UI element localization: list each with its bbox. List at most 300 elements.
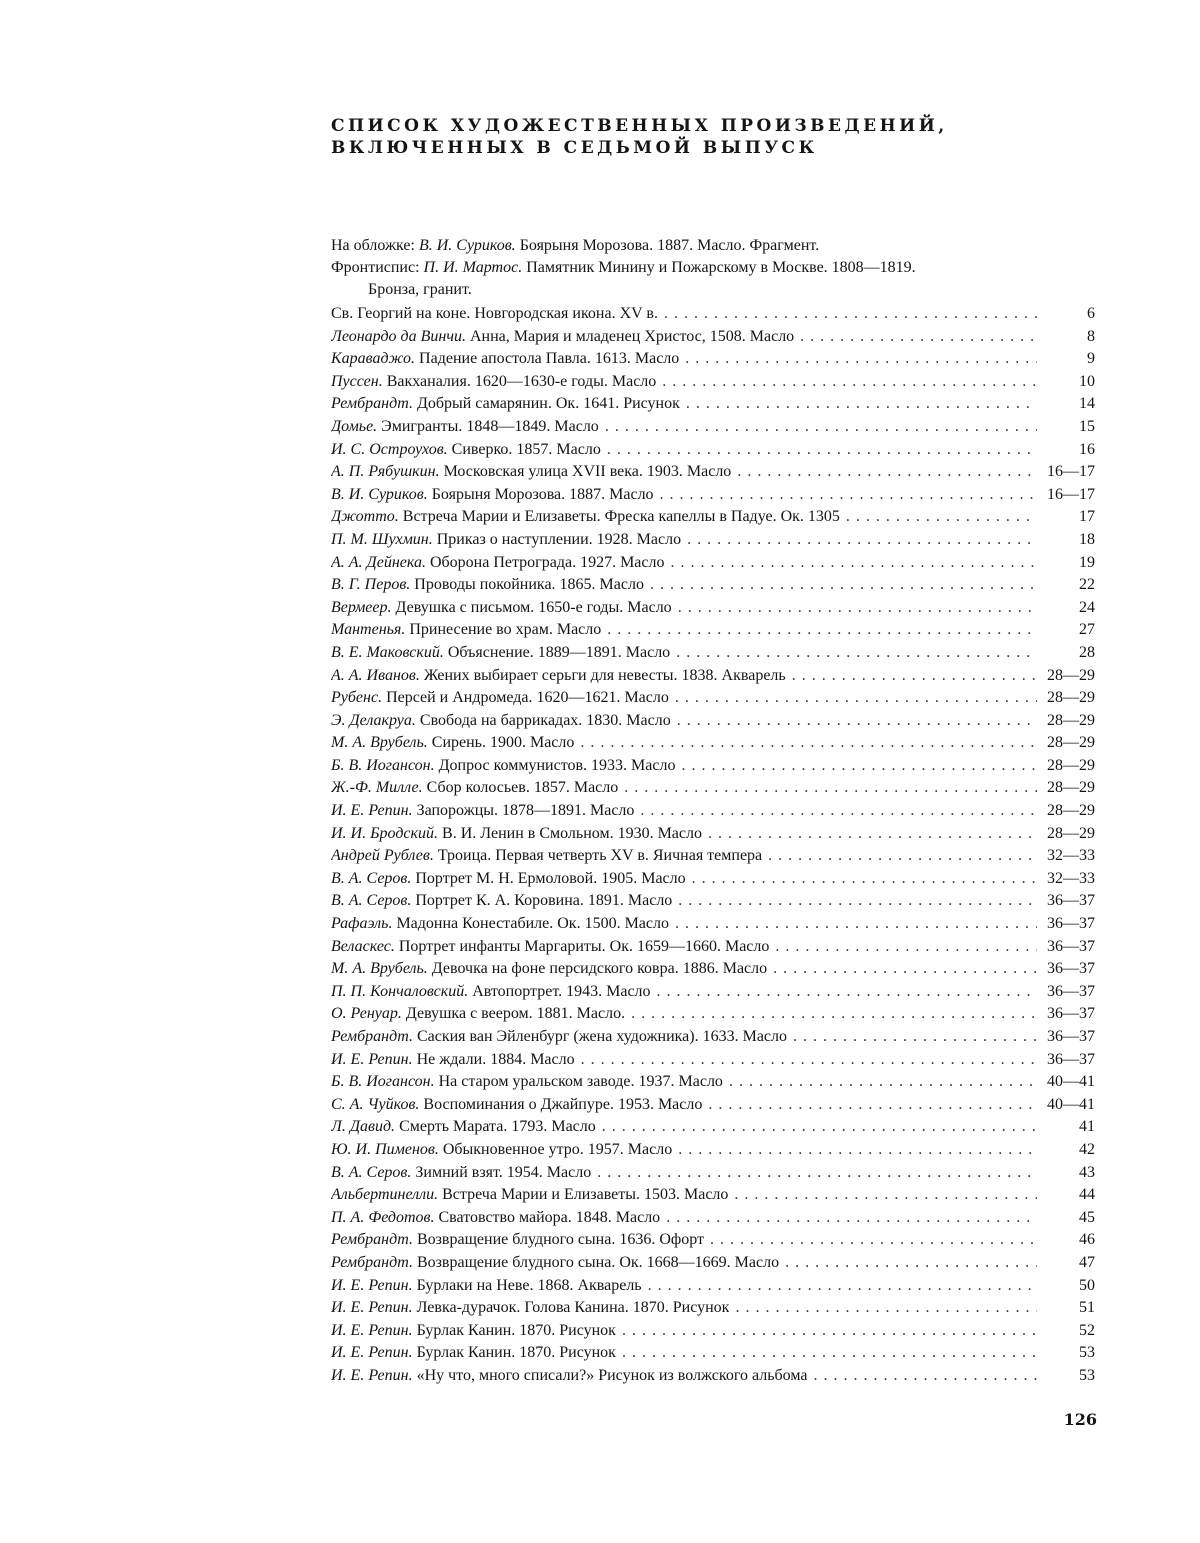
dot-leader [723,1071,1037,1094]
list-item [331,461,1095,484]
page-reference: 16—17 [1047,463,1095,481]
list-item-text [331,868,686,891]
dot-leader [786,665,1037,688]
artist-name: В. Е. Маковский. [331,643,444,661]
list-item [331,1252,1095,1275]
artwork-title: Возвращение блудного сына. 1636. Офорт [416,1231,705,1249]
artwork-title: Свобода на баррикадах. 1830. Масло [419,711,671,729]
list-item [331,1071,1095,1094]
list-item-text [331,393,680,416]
list-item [331,1297,1095,1320]
artist-name: А. П. Рябушкин. [331,463,440,481]
artist-name: И. Е. Репин. [331,1276,413,1294]
artwork-title: Мадонна Конестабиле. Ок. 1500. Масло [396,915,669,933]
frontispiece-line [331,257,1095,279]
dot-leader [625,1003,1037,1026]
list-item-text [331,1342,616,1365]
artist-name: В. А. Серов. [331,869,412,887]
list-item-text [331,1116,596,1139]
list-item-text [331,823,702,846]
page-title-line-1: СПИСОК ХУДОЖЕСТВЕННЫХ ПРОИЗВЕДЕНИЙ, [331,116,948,136]
page-reference: 36—37 [1047,1050,1095,1068]
page-reference: 36—37 [1047,892,1095,910]
list-item [331,552,1095,575]
artist-name: А. А. Дейнека. [331,553,426,571]
dot-leader [634,800,1037,823]
list-item-text [331,1320,616,1343]
artwork-title: Встреча Марии и Елизаветы. Фреска капеллы в Падуе. Ок. 1305 [402,508,840,526]
artwork-title: Анна, Мария и младенец Христос, 1508. Масло [469,327,795,345]
dot-leader [591,1162,1037,1185]
page-reference: 6 [1087,305,1095,322]
dot-leader [601,439,1037,462]
dot-leader [672,1139,1037,1162]
list-item-text [331,936,769,959]
list-item [331,1026,1095,1049]
frontispiece-text: Памятник Минину и Пожарскому в Москве. 1808—1819. [526,259,916,277]
list-item-text [331,665,786,688]
dot-leader [660,1207,1037,1230]
page-reference: 41 [1079,1118,1095,1136]
artwork-title: Сирень. 1900. Масло [431,734,575,752]
list-item [331,642,1095,665]
list-item [331,1049,1095,1072]
artwork-title: Бурлак Канин. 1870. Рисунок [416,1321,616,1339]
artwork-title: Левка-дурачок. Голова Канина. 1870. Рисунок [416,1299,730,1317]
artist-name: М. А. Врубель. [331,734,428,752]
list-item [331,868,1095,891]
page-reference: 44 [1079,1186,1095,1204]
page-reference: 36—37 [1047,960,1095,978]
dot-leader [794,326,1037,349]
list-item [331,439,1095,462]
list-item-text [331,597,672,620]
dot-leader [702,823,1037,846]
list-item [331,371,1095,394]
artist-name: Андрей Рублев. [331,847,434,865]
page-reference: 24 [1079,598,1095,616]
list-item-text [331,416,599,439]
artist-name: И. Е. Репин. [331,1050,413,1068]
page-reference: 18 [1079,530,1095,548]
page-reference: 19 [1079,553,1095,571]
artist-name: Рубенс. [331,689,383,707]
cover-text: Боярыня Морозова. 1887. Масло. Фрагмент. [519,237,820,254]
list-item [331,1365,1095,1388]
dot-leader [840,506,1037,529]
dot-leader [669,913,1037,936]
page-reference: 36—37 [1047,915,1095,933]
dot-leader [679,348,1037,371]
page-reference: 45 [1079,1208,1095,1226]
list-item-text [331,800,634,823]
page-reference: 36—37 [1047,1005,1095,1023]
frontispiece-label: Фронтиспис: [331,259,420,277]
artist-name: Рембрандт. [331,1028,413,1045]
page-reference: 32—33 [1047,869,1095,887]
page-reference: 28—29 [1047,756,1095,774]
list-item [331,1162,1095,1185]
artwork-title: Сиверко. 1857. Масло [451,440,601,458]
dot-leader [728,1184,1037,1207]
artist-name: П. М. Шухмин. [331,530,433,548]
page-reference: 28—29 [1047,734,1095,752]
artwork-title: Эмигранты. 1848—1849. Масло [381,417,599,435]
dot-leader [599,416,1037,439]
artwork-title: «Ну что, много списали?» Рисунок из волжского альбома [416,1366,808,1384]
artwork-title: Возвращение блудного сына. Ок. 1668—1669. Масло [416,1253,780,1271]
list-item-text [331,1275,642,1298]
dot-leader [762,845,1037,868]
artist-name: В. А. Серов. [331,1163,412,1181]
artist-name: С. А. Чуйков. [331,1095,420,1113]
artwork-title: В. И. Ленин в Смольном. 1930. Масло [442,824,702,842]
list-item [331,777,1095,800]
artwork-title: Падение апостола Павла. 1613. Масло [419,350,680,368]
dot-leader [669,687,1037,710]
list-item-text [331,1252,779,1275]
artwork-title: Персей и Андромеда. 1620—1621. Масло [386,689,669,707]
artwork-title: Автопортрет. 1943. Масло [472,982,651,1000]
list-item-text [331,958,767,981]
artwork-title: Допрос коммунистов. 1933. Масло [438,756,676,774]
list-item-text [331,1026,787,1049]
page-reference: 16 [1079,440,1095,458]
page-reference: 17 [1079,508,1095,526]
artwork-title: Запорожцы. 1878—1891. Масло [416,802,635,820]
artwork-title: Зимний взят. 1954. Масло [415,1163,592,1181]
artwork-title: Обыкновенное утро. 1957. Масло [442,1140,673,1158]
page-reference: 32—33 [1047,847,1095,865]
artist-name: И. Е. Репин. [331,1344,413,1362]
dot-leader [656,371,1037,394]
artist-name: М. А. Врубель. [331,960,428,978]
list-item-text [331,439,601,462]
artwork-title: Девушка с веером. 1881. Масло. [405,1005,626,1023]
list-item-text [331,913,669,936]
list-item [331,1184,1095,1207]
artwork-title: Боярыня Морозова. 1887. Масло [431,485,654,503]
page-reference: 28—29 [1047,666,1095,684]
frontispiece-continuation: Бронза, гранит. [368,281,472,299]
artist-name: Пуссен. [331,372,383,390]
list-item [331,710,1095,733]
artist-name: В. И. Суриков. [331,485,428,503]
cover-line [331,235,1095,257]
artist-name: Э. Делакруа. [331,711,416,729]
artwork-title: Девушка с письмом. 1650-е годы. Масло [395,598,672,616]
list-item-text [331,506,840,529]
page-reference: 47 [1079,1253,1095,1271]
list-item-text [331,574,644,597]
list-item-text [331,981,651,1004]
list-item-text [331,1094,702,1117]
dot-leader [654,484,1037,507]
artwork-title: Принесение во храм. Масло [409,621,602,639]
list-item-text [331,484,654,507]
dot-leader [601,619,1037,642]
dot-leader [575,1049,1037,1072]
dot-leader [769,936,1037,959]
list-item [331,665,1095,688]
list-item-text [331,371,656,394]
list-item [331,574,1095,597]
list-item-text [331,890,672,913]
list-item [331,890,1095,913]
dot-leader [779,1252,1037,1275]
artwork-title: Саския ван Эйленбург (жена художника). 1633. Масло [416,1028,787,1045]
artist-name: Рембрандт. [331,1231,413,1249]
list-item [331,303,1095,326]
artist-name: Ж.-Ф. Милле. [331,779,423,797]
list-item [331,597,1095,620]
list-item [331,506,1095,529]
artwork-title: Сватовство майора. 1848. Масло [438,1208,661,1226]
artwork-title: Московская улица XVII века. 1903. Масло [443,463,732,481]
artist-name: И. Е. Репин. [331,802,413,820]
list-item-text [331,1162,591,1185]
dot-leader [670,642,1037,665]
artwork-title: Девочка на фоне персидского ковра. 1886. Масло [431,960,768,978]
page-reference: 28 [1079,643,1095,661]
artist-name: В. А. Серов. [331,892,412,910]
page-reference: 28—29 [1047,711,1095,729]
page-reference: 36—37 [1047,982,1095,1000]
artwork-title: Воспоминания о Джайпуре. 1953. Масло [423,1095,703,1113]
artist-name: Л. Давид. [331,1118,396,1136]
artist-name: И. Е. Репин. [331,1366,413,1384]
artwork-title: Портрет инфанты Маргариты. Ок. 1659—1660. Масло [398,937,770,955]
list-item [331,1139,1095,1162]
artist-name: П. А. Федотов. [331,1208,435,1226]
artwork-list [331,303,1095,1388]
list-item [331,619,1095,642]
artist-name: Альбертинелли. [331,1186,439,1204]
artist-name: П. П. Кончаловский. [331,982,469,1000]
artist-name: О. Ренуар. [331,1005,402,1023]
list-item [331,1003,1095,1026]
page-title-line-2: ВКЛЮЧЕННЫХ В СЕДЬМОЙ ВЫПУСК [331,138,818,158]
list-item-text [331,1139,672,1162]
artist-name: Рембрандт. [331,395,413,413]
page-reference: 22 [1079,576,1095,594]
list-item-text [331,1184,728,1207]
list-item-text [331,1207,660,1230]
dot-leader [686,868,1037,891]
list-item [331,326,1095,349]
page-reference: 8 [1087,327,1095,345]
artwork-title: Бурлак Канин. 1870. Рисунок [416,1344,616,1362]
dot-leader [616,1342,1037,1365]
page-reference: 40—41 [1047,1073,1095,1091]
list-item-text [331,552,664,575]
page-reference: 16—17 [1047,485,1095,503]
artwork-title: Троица. Первая четверть XV в. Яичная темпера [437,847,763,865]
dot-leader [644,574,1037,597]
list-item [331,1320,1095,1343]
dot-leader [651,981,1037,1004]
list-item [331,1207,1095,1230]
artwork-title: Св. Георгий на коне. Новгородская икона. XV в. [331,305,658,322]
dot-leader [616,1320,1037,1343]
list-item-text [331,1229,704,1252]
artist-name: Леонардо да Винчи. [331,327,466,345]
list-item [331,393,1095,416]
artwork-title: Портрет М. Н. Ермоловой. 1905. Масло [415,869,686,887]
page-reference: 50 [1079,1276,1095,1294]
page-reference: 51 [1079,1299,1095,1317]
artist-name: Ю. И. Пименов. [331,1140,439,1158]
artwork-title: Объяснение. 1889—1891. Масло [447,643,671,661]
artwork-title: Проводы покойника. 1865. Масло [414,576,644,594]
list-item-text [331,732,574,755]
list-item [331,823,1095,846]
artwork-title: Смерть Марата. 1793. Масло [399,1118,596,1136]
artist-name: И. Е. Репин. [331,1299,413,1317]
page-reference: 9 [1087,350,1095,368]
list-item-text [331,1297,729,1320]
page-reference: 28—29 [1047,824,1095,842]
dot-leader [664,552,1037,575]
dot-leader [680,393,1037,416]
list-item [331,800,1095,823]
frontispiece-author: П. И. Мартос. [423,259,523,277]
list-item [331,687,1095,710]
list-item-text [331,303,658,326]
list-item [331,732,1095,755]
dot-leader [787,1026,1037,1049]
artwork-title: Не ждали. 1884. Масло [416,1050,575,1068]
list-item-text [331,326,794,349]
cover-label: На обложке: [331,237,415,254]
artwork-title: На старом уральском заводе. 1937. Масло [438,1073,723,1091]
intro-block [331,235,1095,302]
dot-leader [596,1116,1037,1139]
list-item-text [331,461,731,484]
page-reference: 43 [1079,1163,1095,1181]
artist-name: Мантенья. [331,621,406,639]
dot-leader [675,755,1037,778]
page-reference: 28—29 [1047,802,1095,820]
artist-name: Домье. [331,417,378,435]
artist-name: В. Г. Перов. [331,576,411,594]
artist-name: И. С. Остроухов. [331,440,448,458]
list-item-text [331,642,670,665]
page-reference: 36—37 [1047,937,1095,955]
artist-name: Рафаэль. [331,915,393,933]
list-item [331,845,1095,868]
artist-name: Вермеер. [331,598,392,616]
list-item [331,981,1095,1004]
list-item [331,1342,1095,1365]
artwork-title: Жених выбирает серьги для невесты. 1838. Акварель [423,666,786,684]
artist-name: И. И. Бродский. [331,824,439,842]
dot-leader [574,732,1037,755]
dot-leader [618,777,1037,800]
page-reference: 27 [1079,621,1095,639]
artwork-title: Оборона Петрограда. 1927. Масло [429,553,665,571]
dot-leader [672,890,1037,913]
artwork-title: Портрет К. А. Коровина. 1891. Масло [415,892,673,910]
list-item [331,1094,1095,1117]
list-item-text [331,1003,625,1026]
list-item-text [331,1365,807,1388]
list-item-text [331,755,675,778]
list-item-text [331,1071,723,1094]
artist-name: Караваджо. [331,350,416,368]
dot-leader [767,958,1037,981]
page-reference: 40—41 [1047,1095,1095,1113]
dot-leader [681,529,1037,552]
list-item [331,1275,1095,1298]
page-reference: 14 [1079,395,1095,413]
page-reference: 28—29 [1047,779,1095,797]
artwork-title: Сбор колосьев. 1857. Масло [426,779,619,797]
list-item-text [331,687,669,710]
page-reference: 36—37 [1047,1028,1095,1045]
artwork-title: Приказ о наступлении. 1928. Масло [436,530,682,548]
dot-leader [807,1365,1037,1388]
dot-leader [671,710,1037,733]
artist-name: Б. В. Иогансон. [331,1073,435,1091]
page-reference: 15 [1079,417,1095,435]
artist-name: Б. В. Иогансон. [331,756,435,774]
list-item [331,416,1095,439]
dot-leader [731,461,1037,484]
page-reference: 52 [1079,1321,1095,1339]
artwork-title: Вакханалия. 1620—1630-е годы. Масло [386,372,657,390]
page-reference: 53 [1079,1344,1095,1362]
list-item [331,484,1095,507]
list-item-text [331,529,681,552]
dot-leader [702,1094,1037,1117]
list-item [331,529,1095,552]
page-reference: 10 [1079,372,1095,390]
list-item-text [331,845,762,868]
list-item [331,936,1095,959]
artist-name: Рембрандт. [331,1253,413,1271]
list-item-text [331,619,601,642]
artwork-title: Добрый самарянин. Ок. 1641. Рисунок [416,395,680,413]
artist-name: Джотто. [331,508,399,526]
page-reference: 53 [1079,1366,1095,1384]
page-reference: 28—29 [1047,689,1095,707]
dot-leader [672,597,1037,620]
artwork-title: Встреча Марии и Елизаветы. 1503. Масло [442,1186,729,1204]
artwork-title: Бурлаки на Неве. 1868. Акварель [416,1276,642,1294]
dot-leader [704,1229,1037,1252]
list-item-text [331,1049,575,1072]
list-item-text [331,348,679,371]
dot-leader [658,303,1037,326]
dot-leader [729,1297,1037,1320]
list-item-text [331,710,671,733]
list-item [331,348,1095,371]
list-item [331,755,1095,778]
list-item [331,958,1095,981]
list-item [331,1116,1095,1139]
artist-name: И. Е. Репин. [331,1321,413,1339]
page-reference: 42 [1079,1140,1095,1158]
page-title [331,115,948,159]
artist-name: Веласкес. [331,937,395,955]
artist-name: А. А. Иванов. [331,666,420,684]
page-reference: 46 [1079,1231,1095,1249]
dot-leader [642,1275,1037,1298]
cover-author: В. И. Суриков. [418,237,516,254]
list-item [331,913,1095,936]
list-item [331,1229,1095,1252]
